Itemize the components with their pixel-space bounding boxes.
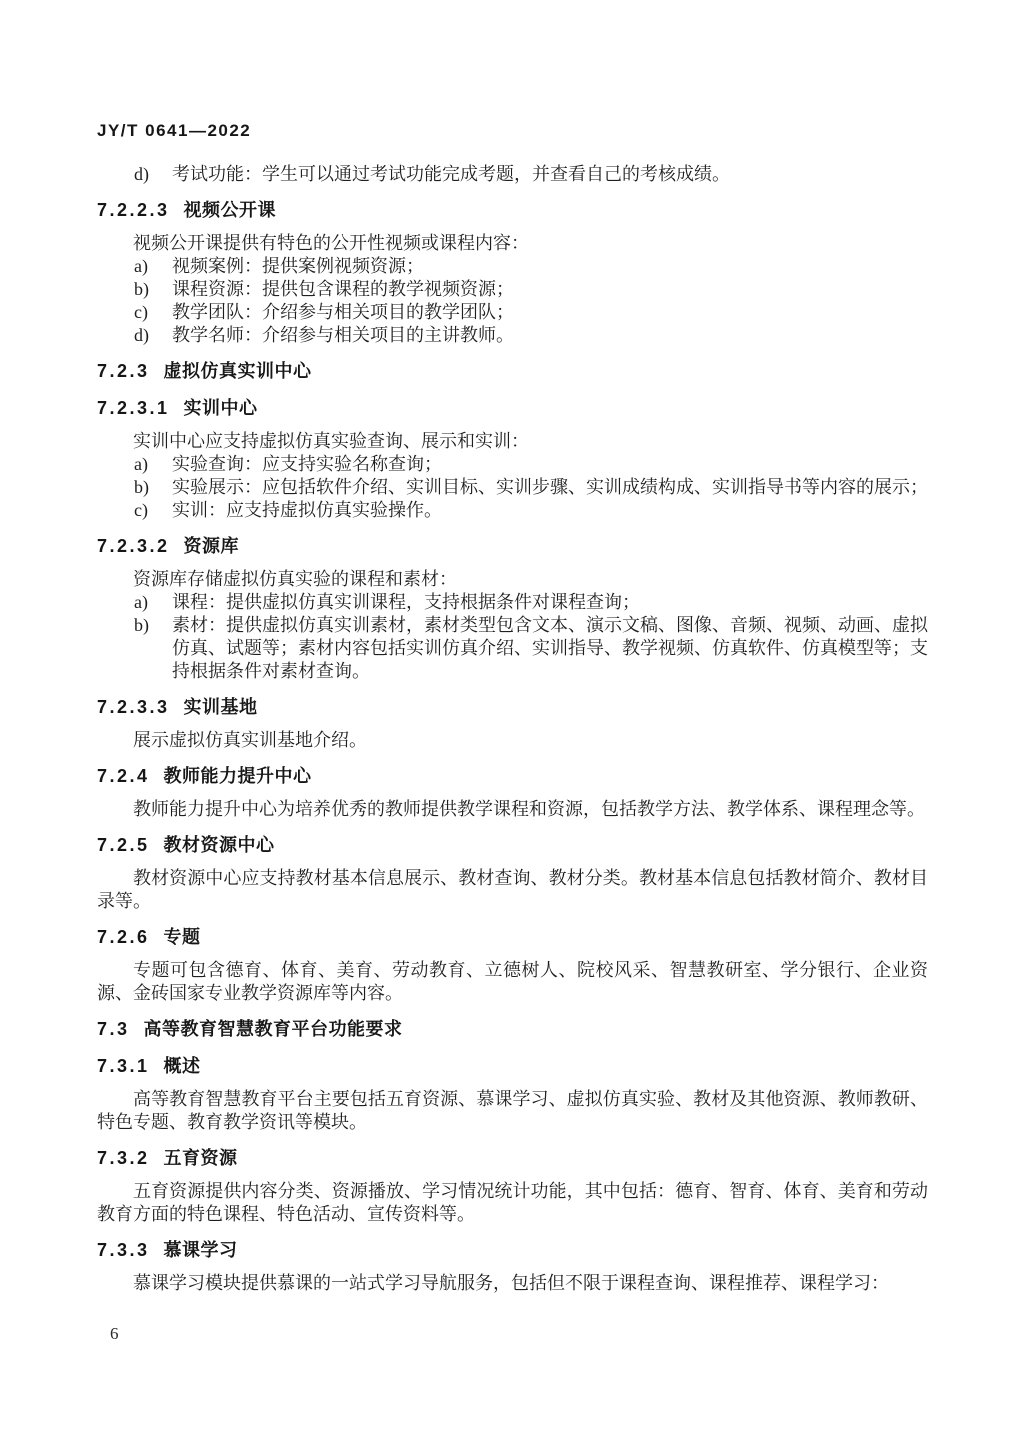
page-number: 6 [110, 1324, 119, 1343]
document-header-standard-number: JY/T 0641—2022 [97, 121, 252, 140]
heading-title: 视频公开课 [183, 200, 277, 220]
list-item-marker: a) [134, 256, 148, 276]
section-heading [97, 534, 928, 559]
list-item-text: 素材：提供虚拟仿真实训素材，素材类型包含文本、演示文稿、图像、音频、视频、动画、虚拟仿真、试题等；素材内容包括实训仿真介绍、实训指导、教学视频、仿真软件、仿真模型等；支持根据条件对素材查询。 [172, 615, 928, 681]
body-paragraph: 高等教育智慧教育平台主要包括五育资源、慕课学习、虚拟仿真实验、教材及其他资源、教师教研、特色专题、教育教学资讯等模块。 [97, 1089, 928, 1132]
list-item-marker: a) [134, 454, 148, 474]
heading-number: 7.3.3 [97, 1240, 150, 1260]
list-item-text: 教学团队：介绍参与相关项目的教学团队； [172, 302, 514, 322]
list-item [97, 255, 928, 278]
heading-title: 虚拟仿真实训中心 [163, 361, 312, 381]
list-item [97, 476, 928, 499]
body-paragraph: 视频公开课提供有特色的公开性视频或课程内容： [133, 233, 529, 253]
list-item [97, 614, 928, 683]
section-heading [97, 396, 928, 421]
section-heading [97, 1017, 928, 1042]
list-item-marker: c) [134, 302, 148, 322]
list-item-marker: d) [134, 164, 149, 184]
document-content [97, 163, 928, 1295]
heading-number: 7.2.3.1 [97, 398, 170, 418]
heading-title: 教师能力提升中心 [163, 766, 312, 786]
section-heading [97, 198, 928, 223]
list-item-marker: d) [134, 325, 149, 345]
section-heading [97, 1146, 928, 1171]
section-heading [97, 833, 928, 858]
list-item-text: 教学名师：介绍参与相关项目的主讲教师。 [172, 325, 514, 345]
body-paragraph: 五育资源提供内容分类、资源播放、学习情况统计功能，其中包括：德育、智育、体育、美育和劳动教育方面的特色课程、特色活动、宣传资料等。 [97, 1181, 928, 1224]
body-paragraph: 教材资源中心应支持教材基本信息展示、教材查询、教材分类。教材基本信息包括教材简介、教材目录等。 [97, 868, 928, 911]
list-item [97, 324, 928, 347]
body-paragraph: 展示虚拟仿真实训基地介绍。 [133, 730, 367, 750]
body-paragraph: 实训中心应支持虚拟仿真实验查询、展示和实训： [133, 431, 529, 451]
heading-number: 7.2.3 [97, 361, 150, 381]
body-paragraph: 慕课学习模块提供慕课的一站式学习导航服务，包括但不限于课程查询、课程推荐、课程学习： [133, 1273, 889, 1293]
list-item-marker: a) [134, 592, 148, 612]
section-heading [97, 1054, 928, 1079]
heading-number: 7.3 [97, 1019, 130, 1039]
list-item-text: 课程：提供虚拟仿真实训课程，支持根据条件对课程查询； [172, 592, 640, 612]
heading-number: 7.2.2.3 [97, 200, 170, 220]
list-item-marker: b) [134, 615, 149, 635]
list-item-text: 视频案例：提供案例视频资源； [172, 256, 424, 276]
heading-number: 7.2.3.3 [97, 697, 170, 717]
list-item [97, 163, 928, 186]
body-paragraph: 教师能力提升中心为培养优秀的教师提供教学课程和资源，包括教学方法、教学体系、课程理念等。 [133, 799, 925, 819]
section-heading [97, 925, 928, 950]
heading-number: 7.2.3.2 [97, 536, 170, 556]
list-item-text: 课程资源：提供包含课程的教学视频资源； [172, 279, 514, 299]
list-item-text: 考试功能：学生可以通过考试功能完成考题，并查看自己的考核成绩。 [172, 164, 730, 184]
section-heading [97, 764, 928, 789]
heading-title: 实训基地 [183, 697, 258, 717]
list-item-marker: c) [134, 500, 148, 520]
heading-title: 实训中心 [183, 398, 258, 418]
heading-title: 五育资源 [163, 1148, 238, 1168]
list-item-text: 实验展示：应包括软件介绍、实训目标、实训步骤、实训成绩构成、实训指导书等内容的展示； [172, 477, 928, 497]
list-item [97, 301, 928, 324]
list-item [97, 453, 928, 476]
heading-number: 7.2.6 [97, 927, 150, 947]
list-item-marker: b) [134, 279, 149, 299]
heading-title: 资源库 [183, 536, 240, 556]
list-item-marker: b) [134, 477, 149, 497]
heading-title: 教材资源中心 [163, 835, 275, 855]
heading-title: 高等教育智慧教育平台功能要求 [143, 1019, 403, 1039]
list-item-text: 实验查询：应支持实验名称查询； [172, 454, 442, 474]
heading-number: 7.2.5 [97, 835, 150, 855]
body-paragraph: 专题可包含德育、体育、美育、劳动教育、立德树人、院校风采、智慧教研室、学分银行、企业资源、金砖国家专业教学资源库等内容。 [97, 960, 928, 1003]
heading-title: 专题 [163, 927, 201, 947]
heading-number: 7.3.2 [97, 1148, 150, 1168]
section-heading [97, 695, 928, 720]
body-paragraph: 资源库存储虚拟仿真实验的课程和素材： [133, 569, 457, 589]
section-heading [97, 359, 928, 384]
heading-number: 7.2.4 [97, 766, 150, 786]
heading-number: 7.3.1 [97, 1056, 150, 1076]
list-item-text: 实训：应支持虚拟仿真实验操作。 [172, 500, 442, 520]
heading-title: 概述 [163, 1056, 201, 1076]
section-heading [97, 1238, 928, 1263]
heading-title: 慕课学习 [163, 1240, 238, 1260]
list-item [97, 591, 928, 614]
list-item [97, 278, 928, 301]
list-item [97, 499, 928, 522]
